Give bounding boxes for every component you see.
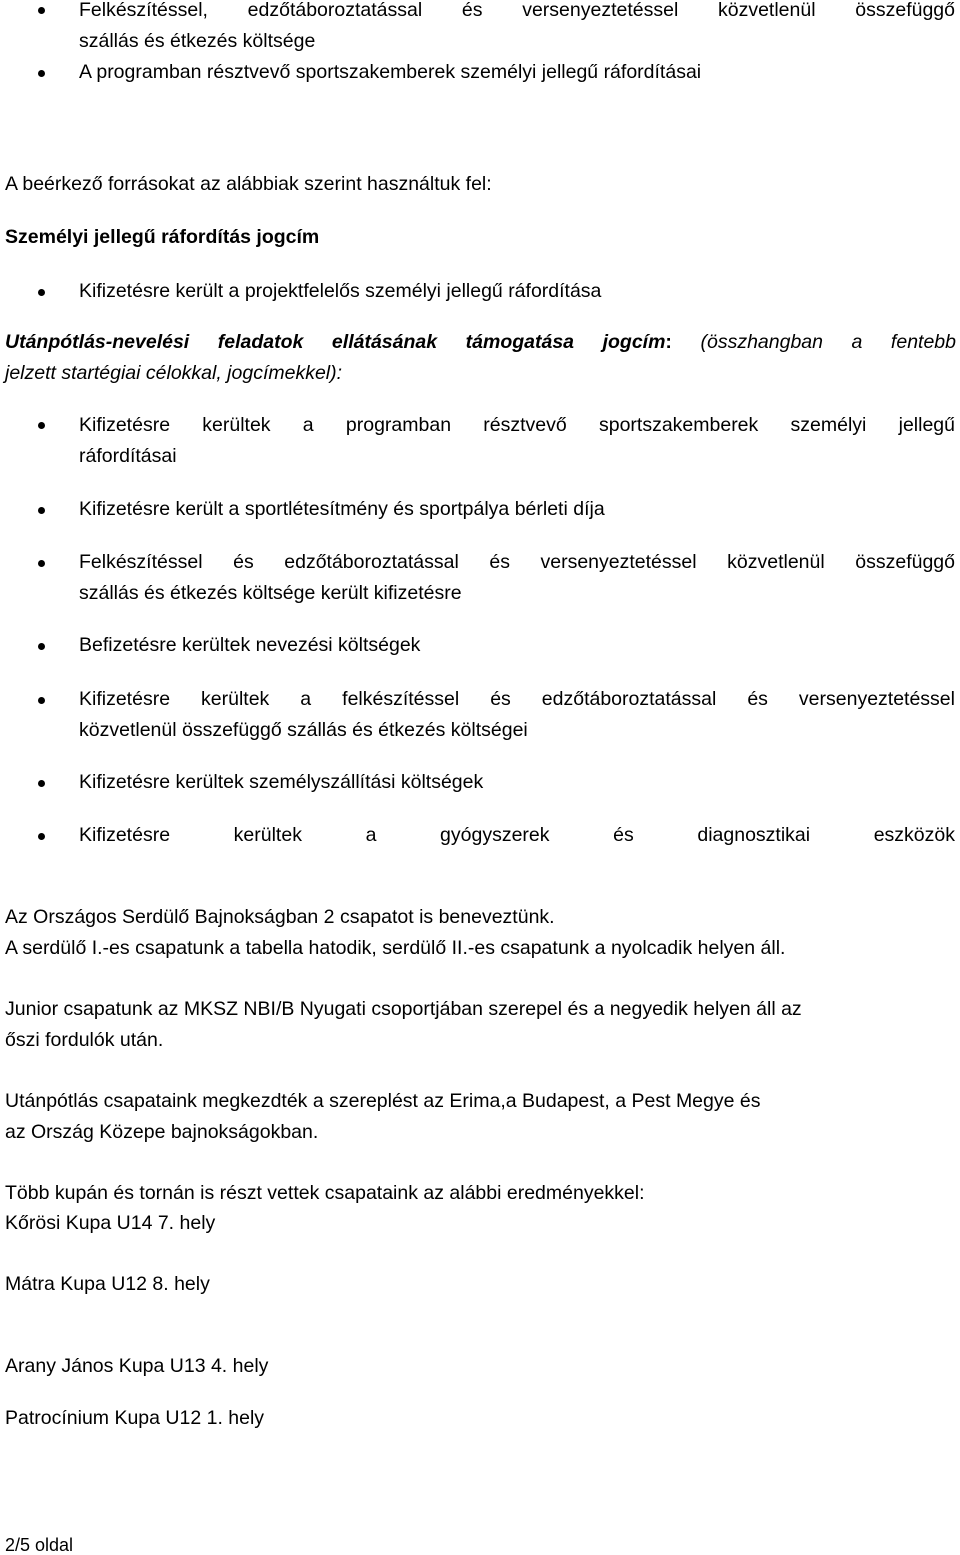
list-item-line: Kifizetésre került a sportlétesítmény és sportpálya bérleti díja <box>79 498 605 520</box>
paragraph-line: őszi fordulók után. <box>5 1029 164 1051</box>
list-item-line: ráfordításai <box>79 445 177 467</box>
paragraph-line: Több kupán és tornán is részt vettek csapataink az alábbi eredményekkel: <box>5 1182 645 1204</box>
bullet-icon <box>38 697 45 704</box>
paragraph-line: Junior csapatunk az MKSZ NBI/B Nyugati csoportjában szerepel és a negyedik helyen áll az <box>5 998 802 1020</box>
list-item-line: közvetlenül összefüggő szállás és étkezés költségei <box>79 719 528 741</box>
paragraph-line: Az Országos Serdülő Bajnokságban 2 csapatot is beneveztünk. <box>5 906 555 928</box>
bullet-icon <box>38 422 45 429</box>
list-item-line: Felkészítéssel és edzőtáboroztatással és versenyeztetéssel közvetlenül összefüggő <box>79 551 955 573</box>
section-heading-youth-note: (összhangban a fentebb <box>671 331 956 353</box>
result-line: Patrocínium Kupa U12 1. hely <box>5 1407 265 1429</box>
list-item-line: A programban résztvevő sportszakemberek személyi jellegű ráfordításai <box>79 61 702 83</box>
list-item: Kifizetésre került a projektfelelős személyi jellegű ráfordítása <box>79 280 602 302</box>
paragraph-line: az Ország Közepe bajnokságokban. <box>5 1121 319 1143</box>
bullet-icon <box>38 643 45 650</box>
list-item-line: szállás és étkezés költsége került kifizetésre <box>79 582 462 604</box>
bullet-icon <box>38 560 45 567</box>
bullet-icon <box>38 780 45 787</box>
list-item-line: Kifizetésre kerültek a gyógyszerek és diagnosztikai eszközök <box>79 824 955 846</box>
result-line: Mátra Kupa U12 8. hely <box>5 1273 210 1295</box>
section-heading-personal: Személyi jellegű ráfordítás jogcím <box>5 226 320 248</box>
bullet-icon <box>38 7 45 14</box>
section-heading-youth-bold: Utánpótlás-nevelési feladatok ellátásának támogatása jogcím <box>5 331 666 353</box>
section-heading-youth <box>5 333 956 353</box>
list-item-line: Kifizetésre kerültek a programban résztvevő sportszakemberek személyi jellegű <box>79 414 955 436</box>
list-item-line: Kifizetésre kerültek a felkészítéssel és edzőtáboroztatással és versenyeztetéssel <box>79 688 955 710</box>
intro-text: A beérkező forrásokat az alábbiak szerint használtuk fel: <box>5 173 492 195</box>
section-heading-youth-line2: jelzett startégiai célokkal, jogcímekkel): <box>5 362 343 384</box>
list-item-line: szállás és étkezés költsége <box>79 30 316 52</box>
list-item-line: Kifizetésre kerültek személyszállítási költségek <box>79 771 484 793</box>
paragraph-line: Utánpótlás csapataink megkezdték a szereplést az Erima,a Budapest, a Pest Megye és <box>5 1090 761 1112</box>
paragraph-line: A serdülő I.-es csapatunk a tabella hatodik, serdülő II.-es csapatunk a nyolcadik helyen áll. <box>5 937 786 959</box>
section-heading-colon: : <box>665 331 672 353</box>
page-number: 2/5 oldal <box>5 1535 74 1555</box>
bullet-icon <box>38 70 45 77</box>
bullet-icon <box>38 289 45 296</box>
result-line: Arany János Kupa U13 4. hely <box>5 1355 269 1377</box>
bullet-icon <box>38 833 45 840</box>
result-line: Kőrösi Kupa U14 7. hely <box>5 1212 216 1234</box>
list-item-line: Befizetésre kerültek nevezési költségek <box>79 634 421 656</box>
bullet-icon <box>38 507 45 514</box>
list-item-line: Felkészítéssel, edzőtáboroztatással és versenyeztetéssel közvetlenül összefüggő <box>79 0 955 21</box>
